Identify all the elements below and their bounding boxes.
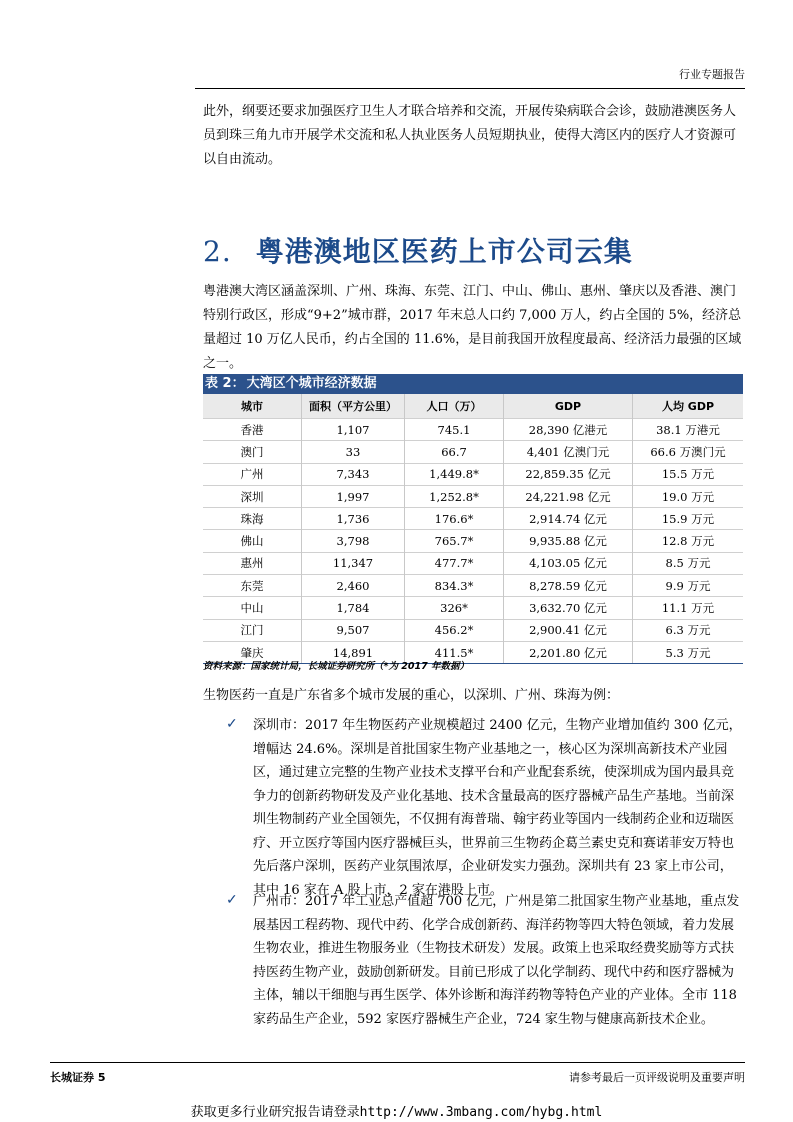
cell-population: 1,449.8* bbox=[405, 463, 504, 485]
check-icon: ✓ bbox=[226, 892, 238, 908]
cell-gdp: 24,221.98 亿元 bbox=[504, 485, 633, 507]
cell-gdp-per-capita: 11.1 万元 bbox=[633, 597, 744, 619]
table-source-note: 资料来源：国家统计局，长城证券研究所（*为 2017 年数据） bbox=[203, 661, 470, 672]
cell-area: 1,784 bbox=[302, 597, 405, 619]
cell-city: 深圳 bbox=[203, 485, 302, 507]
lead-paragraph: 生物医药一直是广东省多个城市发展的重心，以深圳、广州、珠海为例： bbox=[203, 688, 620, 703]
cell-population: 456.2* bbox=[405, 619, 504, 641]
cell-gdp-per-capita: 66.6 万澳门元 bbox=[633, 441, 744, 463]
cell-city: 东莞 bbox=[203, 575, 302, 597]
cell-city: 澳门 bbox=[203, 441, 302, 463]
cell-city: 江门 bbox=[203, 619, 302, 641]
page-header bbox=[195, 62, 745, 89]
table-row bbox=[203, 530, 743, 552]
cell-city: 香港 bbox=[203, 419, 302, 441]
table-caption bbox=[203, 374, 743, 394]
table-row bbox=[203, 463, 743, 485]
cell-city: 广州 bbox=[203, 463, 302, 485]
col-header-area: 面积（平方公里） bbox=[302, 394, 405, 419]
cell-gdp-per-capita: 6.3 万元 bbox=[633, 619, 744, 641]
cell-gdp-per-capita: 15.9 万元 bbox=[633, 508, 744, 530]
table-row bbox=[203, 419, 743, 441]
col-header-city: 城市 bbox=[203, 394, 302, 419]
cell-population: 326* bbox=[405, 597, 504, 619]
bullet-item-guangzhou: 广州市：2017 年工业总产值超 700 亿元，广州是第二批国家生物产业基地，重点发展基因工程药物、现代中药、化学合成创新药、海洋药物等四大特色领域，着力发展生物农业，推进生物服务业（生物技术研发）发展。政策上也采取经费奖励等方式扶持医药生物产业，鼓励创新研发。目前已形成了以化学制药、现代中药和医疗器械为主体，辅以干细胞与再生医学、体外诊断和海洋药物等特色产业的产业体。全市 118 家药品生产企业，592 家医疗器械生产企业，724 家生物与健康高新技术企业。 bbox=[253, 894, 740, 1027]
cell-area: 14,891 bbox=[302, 641, 405, 663]
section-title: 粤港澳地区医药上市公司云集 bbox=[255, 235, 633, 268]
section-paragraph: 粤港澳大湾区涵盖深圳、广州、珠海、东莞、江门、中山、佛山、惠州、肇庆以及香港、澳门特别行政区，形成“9+2”城市群，2017 年末总人口约 7,000 万人，约占全国的 5%，经济总量超过 10 万亿人民币，约占全国的 11.6%，是目前我国开放程度最高、经济活力最强的区域之一。 bbox=[203, 284, 742, 371]
col-header-gdp: GDP bbox=[504, 394, 633, 419]
table-caption-title: 大湾区个城市经济数据 bbox=[246, 376, 377, 391]
section-heading bbox=[203, 230, 633, 270]
header-title: 行业专题报告 bbox=[679, 68, 745, 81]
cell-gdp: 22,859.35 亿元 bbox=[504, 463, 633, 485]
cell-city: 肇庆 bbox=[203, 641, 302, 663]
page-footer bbox=[50, 1062, 745, 1084]
table-row bbox=[203, 575, 743, 597]
cell-city: 佛山 bbox=[203, 530, 302, 552]
col-header-gdp-per-capita: 人均 GDP bbox=[633, 394, 744, 419]
cell-area: 1,107 bbox=[302, 419, 405, 441]
cell-area: 33 bbox=[302, 441, 405, 463]
cell-gdp: 9,935.88 亿元 bbox=[504, 530, 633, 552]
cell-gdp: 3,632.70 亿元 bbox=[504, 597, 633, 619]
col-header-population: 人口（万） bbox=[405, 394, 504, 419]
cell-area: 7,343 bbox=[302, 463, 405, 485]
check-icon: ✓ bbox=[226, 716, 238, 732]
cell-area: 3,798 bbox=[302, 530, 405, 552]
cell-population: 834.3* bbox=[405, 575, 504, 597]
cell-gdp: 2,900.41 亿元 bbox=[504, 619, 633, 641]
table-row bbox=[203, 485, 743, 507]
cell-gdp: 4,103.05 亿元 bbox=[504, 552, 633, 574]
cell-population: 176.6* bbox=[405, 508, 504, 530]
section-number: 2. bbox=[203, 235, 232, 268]
cell-area: 9,507 bbox=[302, 619, 405, 641]
cell-population: 1,252.8* bbox=[405, 485, 504, 507]
cell-population: 765.7* bbox=[405, 530, 504, 552]
cell-area: 1,736 bbox=[302, 508, 405, 530]
cell-gdp-per-capita: 12.8 万元 bbox=[633, 530, 744, 552]
table-row bbox=[203, 597, 743, 619]
cell-gdp-per-capita: 38.1 万港元 bbox=[633, 419, 744, 441]
cell-gdp: 4,401 亿澳门元 bbox=[504, 441, 633, 463]
cell-gdp-per-capita: 9.9 万元 bbox=[633, 575, 744, 597]
cell-population: 745.1 bbox=[405, 419, 504, 441]
table-row bbox=[203, 508, 743, 530]
footer-disclaimer: 请参考最后一页评级说明及重要声明 bbox=[569, 1071, 745, 1084]
city-economic-table bbox=[203, 394, 743, 664]
footer-page-label: 长城证券 5 bbox=[50, 1071, 106, 1084]
cell-population: 411.5* bbox=[405, 641, 504, 663]
cell-gdp: 8,278.59 亿元 bbox=[504, 575, 633, 597]
cell-gdp-per-capita: 19.0 万元 bbox=[633, 485, 744, 507]
cell-area: 11,347 bbox=[302, 552, 405, 574]
cell-gdp: 2,914.74 亿元 bbox=[504, 508, 633, 530]
bullet-item-shenzhen: 深圳市：2017 年生物医药产业规模超过 2400 亿元，生物产业增加值约 300 亿元，增幅达 24.6%。深圳是首批国家生物产业基地之一，核心区为深圳高新技术产业园区，通过建立完整的生物产业技术支撑平台和产业配套系统，使深圳成为国内最具竞争力的创新药物研发及产业化基地、技术含量最高的医疗器械产品生产基地。当前深圳生物制药产业全国领先，不仅拥有海普瑞、翰宇药业等国内一线制药企业和迈瑞医疗、开立医疗等国内医疗器械巨头，世界前三生物药企葛兰素史克和赛诺菲安万特也先后落户深圳，医药产业氛围浓厚，企业研发实力强劲。深圳共有 23 家上市公司，其中 16 家在 A 股上市，2 家在港股上市。 bbox=[253, 718, 742, 898]
table-row bbox=[203, 552, 743, 574]
cell-gdp-per-capita: 8.5 万元 bbox=[633, 552, 744, 574]
table-row bbox=[203, 619, 743, 641]
cell-gdp: 28,390 亿港元 bbox=[504, 419, 633, 441]
table-header-row bbox=[203, 394, 743, 419]
cell-gdp: 2,201.80 亿元 bbox=[504, 641, 633, 663]
cell-city: 中山 bbox=[203, 597, 302, 619]
cell-population: 477.7* bbox=[405, 552, 504, 574]
cell-population: 66.7 bbox=[405, 441, 504, 463]
cell-area: 2,460 bbox=[302, 575, 405, 597]
cell-city: 惠州 bbox=[203, 552, 302, 574]
cell-city: 珠海 bbox=[203, 508, 302, 530]
table-caption-label: 表 2： bbox=[205, 376, 245, 391]
cell-area: 1,997 bbox=[302, 485, 405, 507]
cell-gdp-per-capita: 5.3 万元 bbox=[633, 641, 744, 663]
intro-paragraph: 此外，纲要还要求加强医疗卫生人才联合培养和交流，开展传染病联合会诊，鼓励港澳医务人员到珠三角九市开展学术交流和私人执业医务人员短期执业，使得大湾区内的医疗人才资源可以自由流动。 bbox=[203, 104, 737, 167]
cell-gdp-per-capita: 15.5 万元 bbox=[633, 463, 744, 485]
table-row bbox=[203, 441, 743, 463]
watermark-link[interactable]: 获取更多行业研究报告请登录http://www.3mbang.com/hybg.html bbox=[190, 1105, 603, 1120]
